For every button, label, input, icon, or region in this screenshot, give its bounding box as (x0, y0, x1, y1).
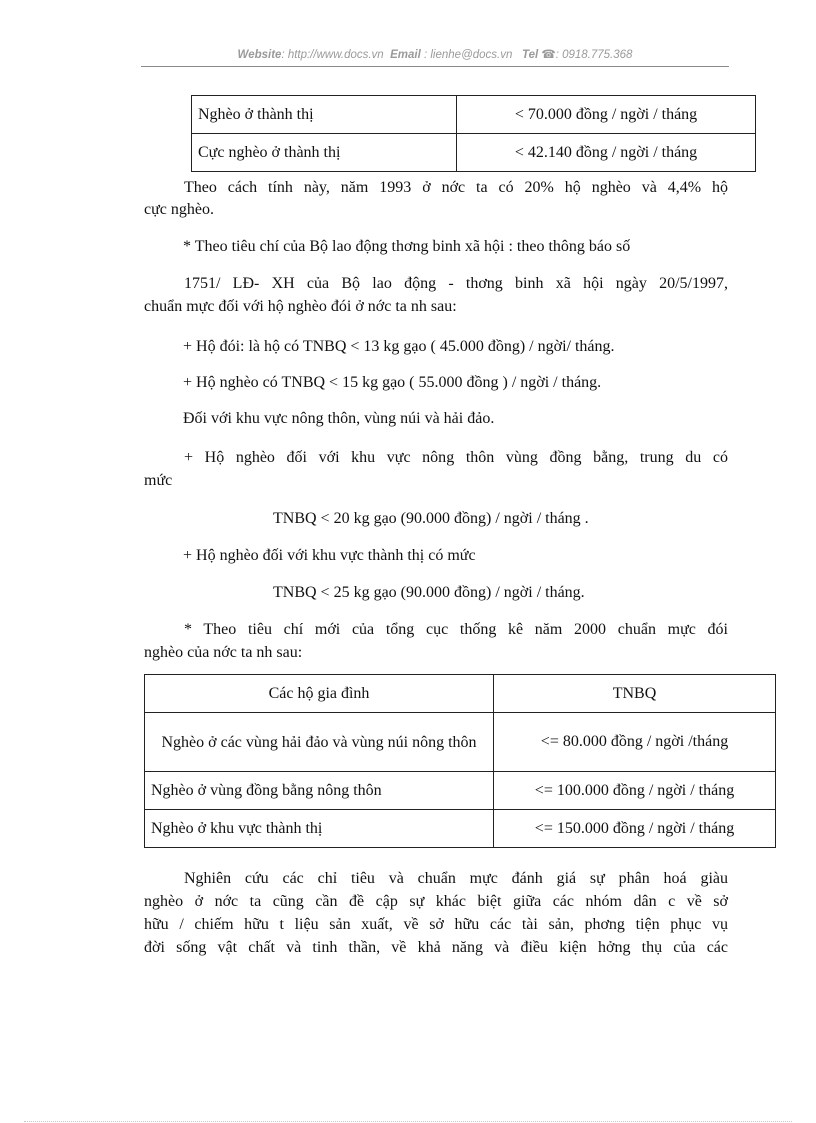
paragraph-line: Theo cách tính này, năm 1993 ở nớc ta có 20% hộ nghèo và 4,4% hộ (184, 179, 728, 196)
paragraph-line: Nghiên cứu các chỉ tiêu và chuẩn mực đánh giá sự phân hoá giàu (184, 870, 728, 887)
website-label: Website (237, 49, 282, 61)
paragraph-line: + Hộ nghèo đối với khu vực thành thị có mức (183, 547, 476, 564)
paragraph-line: nghèo của nớc ta nh sau: (144, 644, 303, 661)
email-value: : lienhe@docs.vn (423, 49, 513, 61)
table-cell: <= 100.000 đồng / ngời / tháng (494, 772, 776, 810)
urban-poverty-table (191, 95, 756, 172)
table-cell: <= 80.000 đồng / ngời /tháng (494, 713, 776, 772)
paragraph-line: nghèo ở nớc ta cũng cần đề cập sự khác biệt giữa các nhóm dân c về sở (144, 893, 728, 910)
paragraph-line: TNBQ < 25 kg gạo (90.000 đồng) / ngời / tháng. (273, 584, 585, 601)
table-row (145, 772, 776, 810)
paragraph-line: mức (144, 472, 173, 489)
page-header (141, 47, 729, 61)
table-row (192, 134, 756, 172)
paragraph-line: 1751/ LĐ- XH của Bộ lao động - thơng binh xã hội ngày 20/5/1997, (184, 275, 728, 292)
table-header-cell: Các hộ gia đình (145, 675, 494, 713)
email-label: Email (390, 49, 421, 61)
table-cell: Nghèo ở khu vực thành thị (145, 810, 494, 848)
table-row (145, 713, 776, 772)
table-cell: Cực nghèo ở thành thị (192, 134, 457, 172)
paragraph-line: Đối với khu vực nông thôn, vùng núi và hải đảo. (183, 410, 495, 427)
table-row (145, 810, 776, 848)
table-header-cell: TNBQ (494, 675, 776, 713)
table-header-row (145, 675, 776, 713)
tel-value: ☎: 0918.775.368 (541, 49, 633, 61)
paragraph-line: chuẩn mực đối với hộ nghèo đói ở nớc ta nh sau: (144, 298, 457, 315)
footer-divider (24, 1121, 792, 1122)
paragraph-line: * Theo tiêu chí mới của tổng cục thống kê năm 2000 chuẩn mực đói (184, 621, 728, 638)
table-cell: < 70.000 đồng / ngời / tháng (457, 96, 756, 134)
paragraph-line: + Hộ nghèo có TNBQ < 15 kg gạo ( 55.000 đồng ) / ngời / tháng. (183, 374, 602, 391)
tel-label: Tel (521, 49, 539, 61)
paragraph-line: * Theo tiêu chí của Bộ lao động thơng binh xã hội : theo thông báo số (183, 238, 631, 255)
paragraph-line: TNBQ < 20 kg gạo (90.000 đồng) / ngời / tháng . (273, 510, 589, 527)
paragraph-line: hữu / chiếm hữu t liệu sản xuất, về sở hữu các tài sản, phơng tiện phục vụ (144, 916, 728, 933)
table-row (192, 96, 756, 134)
table-cell: Nghèo ở thành thị (192, 96, 457, 134)
table-cell: < 42.140 đồng / ngời / tháng (457, 134, 756, 172)
paragraph-line: + Hộ nghèo đối với khu vực nông thôn vùng đồng bằng, trung du có (184, 449, 728, 466)
paragraph-line: đời sống vật chất và tinh thần, về khả năng và điều kiện hởng thụ của các (144, 939, 728, 956)
paragraph-line: cực nghèo. (144, 201, 214, 218)
table-cell: Nghèo ở các vùng hải đảo và vùng núi nông thôn (145, 713, 494, 772)
header-divider (141, 66, 729, 67)
table-cell: <= 150.000 đồng / ngời / tháng (494, 810, 776, 848)
table-cell: Nghèo ở vùng đồng bằng nông thôn (145, 772, 494, 810)
website-value: : http://www.docs.vn (281, 49, 384, 61)
poverty-standard-table (144, 674, 776, 848)
paragraph-line: + Hộ đói: là hộ có TNBQ < 13 kg gạo ( 45.000 đồng) / ngời/ tháng. (183, 338, 615, 355)
